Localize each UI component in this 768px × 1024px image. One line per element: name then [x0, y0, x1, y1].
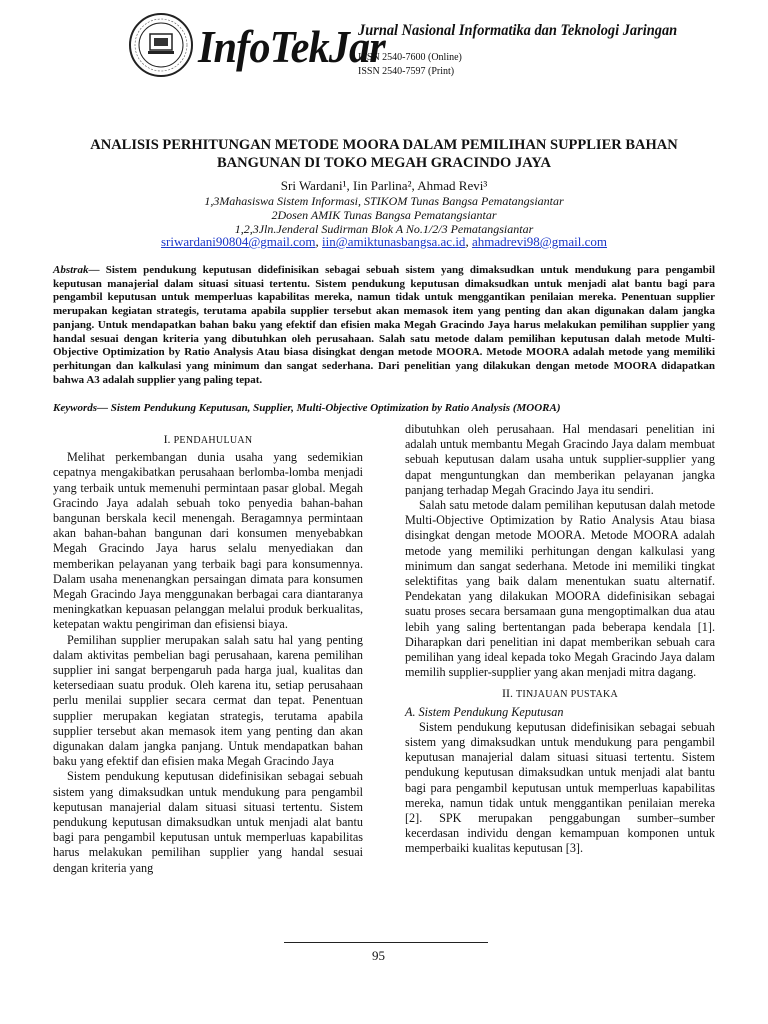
section-2-heading	[405, 686, 715, 702]
left-column	[53, 430, 363, 876]
journal-brand: InfoTekJar	[198, 21, 385, 72]
section-1-number: I.	[163, 432, 171, 446]
paragraph: Sistem pendukung keputusan didefinisikan sebagai sebuah sistem yang dimaksudkan untuk mendukung para pengambil keputusan manajerial dalam situasi situasi tertentu. Sistem pendukung keputusan dimaksudkan untuk menjadi alat bantu bagi para pengambil keputusan untuk memperluas kapabilitas harus melakukan pemilihan supplier yang handal sesuai dengan kriteria yang	[53, 769, 363, 875]
journal-seal-icon	[128, 12, 194, 78]
paragraph: Salah satu metode dalam pemilihan keputusan dalah metode Multi-Objective Optimization by Ratio Analysis Atau biasa disingkat dengan metode MOORA. Metode MOORA adalah metode yang memiliki perhitungan dengan kalkulasi yang minimum dan sangat sederhana. Metode ini memiliki tingkat selektifitas yang baik dalam menentukan suatu alternatif. Pendekatan yang dilakukan MOORA didefinisikan sebagai suatu proses secara bersamaan guna mengoptimalkan dua atau lebih yang saling bertentangan pada beberapa kendala [1]. Diharapkan dari penelitian ini dapat memberikan sebuah cara pemilihan yang ideal kepada toko Megah Gracindo Jaya dalam memilih supplier-supplier yang akan menjadi mitra dagang.	[405, 498, 715, 680]
section-2-number: II.	[501, 686, 513, 701]
subsection-a-heading: A. Sistem Pendukung Keputusan	[405, 704, 564, 719]
paper-title	[40, 136, 728, 172]
abstract-label: Abstrak	[53, 264, 89, 276]
email-link-1[interactable]: sriwardani90804@gmail.com	[160, 234, 316, 249]
section-2-title: TINJAUAN PUSTAKA	[515, 689, 619, 701]
issn-online: ISSN 2540-7600 (Online)	[358, 52, 462, 63]
right-column	[405, 422, 715, 857]
affiliation-2: 2Dosen AMIK Tunas Bangsa Pematangsiantar	[271, 208, 497, 222]
paragraph: dibutuhkan oleh perusahaan. Hal mendasari penelitian ini adalah untuk membantu Megah Gracindo Jaya dalam membuat sebuah keputusan dalam usaha untuk supplier-supplier yang dapat menguntungkan dan memberikan pelayanan jangka panjang terhadap Megah Gracindo Jaya itu sendiri.	[405, 422, 715, 497]
affiliation-3: 1,2,3Jln.Jenderal Sudirman Blok A No.1/2/3 Pematangsiantar	[234, 222, 534, 236]
abstract-text: — Sistem pendukung keputusan didefinisikan sebagai sebuah sistem yang dimaksudkan untuk mendukung para pengambil keputusan manajerial dalam situasi situasi tertentu. Sistem pendukung keputusan dimaksudkan untuk menjadi alat bantu bagi para pengambil keputusan untuk memperluas kapabilitas mereka, namun tidak untuk menggantikan penilaian mereka. Penentuan supplier merupakan kegiatan strategis, terutama apabila supplier tersebut akan memasok item yang penting dan akan digunakan dalam jangka panjang. Untuk mendapatkan bahan baku yang efektif dan efisien maka Megah Gracindo Jaya harus melakukan pemilihan supplier yang handal sesuai dengan kriteria yang dibutuhkan oleh perusahaan. Salah satu metode dalam pemilihan keputusan dalah metode Multi-Objective Optimization by Ratio Analysis Atau biasa disingkat dengan metode MOORA. Metode MOORA adalah metode yang memiliki perhitungan dan kalkulasi yang minimum dan sangat sederhana. Dari penelitian yang dilakukan dengan metode MOORA didapatkan bahwa A3 adalah supplier yang paling tepat.	[53, 264, 715, 386]
paper-title-line2: BANGUNAN DI TOKO MEGAH GRACINDO JAYA	[217, 155, 551, 171]
page-number: 95	[372, 948, 385, 963]
affiliation-1: 1,3Mahasiswa Sistem Informasi, STIKOM Tunas Bangsa Pematangsiantar	[204, 194, 564, 208]
paragraph: Sistem pendukung keputusan didefinisikan sebagai sebuah sistem yang dimaksudkan untuk mendukung para pengambil keputusan manajerial dalam situasi situasi tertentu. Sistem pendukung keputusan dimaksudkan untuk menjadi alat bantu bagi para pengambil keputusan untuk memperluas kapabilitas mereka, namun tidak untuk menggantikan penilaian mereka [2]. SPK merupakan penggabungan sumber–sumber kecerdasan individu dengan kemampuan komponen untuk memperbaiki kualitas keputusan [3].	[405, 719, 715, 856]
keywords: Keywords— Sistem Pendukung Keputusan, Supplier, Multi-Objective Optimization by Ratio Analysis (MOORA)	[53, 402, 561, 414]
author-emails: sriwardani90804@gmail.com, iin@amiktunasbangsa.ac.id, ahmadrevi98@gmail.com	[160, 234, 608, 249]
journal-header	[128, 8, 678, 98]
footer-rule	[284, 942, 488, 943]
journal-title: Jurnal Nasional Informatika dan Teknologi Jaringan	[358, 22, 678, 39]
email-link-2[interactable]: iin@amiktunasbangsa.ac.id	[322, 234, 466, 249]
issn-print: ISSN 2540-7597 (Print)	[358, 66, 455, 77]
email-link-3[interactable]: ahmadrevi98@gmail.com	[471, 234, 608, 249]
paper-title-line1: ANALISIS PERHITUNGAN METODE MOORA DALAM PEMILIHAN SUPPLIER BAHAN	[90, 137, 678, 153]
paper-authors: Sri Wardani¹, Iin Parlina², Ahmad Revi³	[280, 178, 488, 193]
abstract	[53, 264, 715, 387]
paragraph: Pemilihan supplier merupakan salah satu hal yang penting dalam aktivitas pembelian bagi perusahaan, karena pemilihan supplier ini sangat berpengaruh pada harga jual, kualitas dan ketersediaan suatu produk. Oleh karena itu, setiap perusahaan perlu menilai supplier secara cermat dan tepat. Penentuan supplier merupakan kegiatan strategis, terutama apabila supplier tersebut akan memasok item yang penting dan akan digunakan dalam jangka panjang. Untuk mendapatkan bahan baku yang efektif dan efisien maka Megah Gracindo Jaya	[53, 632, 363, 769]
paragraph: Melihat perkembangan dunia usaha yang sedemikian cepatnya mengakibatkan perusahaan berlomba-lomba menjadi yang terbaik untuk memenuhi permintaan pasar global. Megah Gracindo Jaya adalah sebuah toko penyedia bahan-bahan bangunan berskala kecil menengah. Beragamnya permintaan akan bahan-bahan bangunan dari konsumen menyebabkan Megah Gracindo Jaya harus selalu menyediakan dan memberikan pelayanan yang terbaik bagi para konsumennya. Dalam usaha menenangkan persaingan dimata para konsumen Megah Gracindo Jaya menggunakan berbagai cara diantaranya meningkatkan kepuasan pelanggan melalui produk berkualitas, ketepatan waktu pengiriman dan efisiensi biaya.	[53, 450, 363, 632]
section-1-title: PENDAHULUAN	[173, 435, 253, 446]
section-1-heading	[53, 432, 363, 448]
